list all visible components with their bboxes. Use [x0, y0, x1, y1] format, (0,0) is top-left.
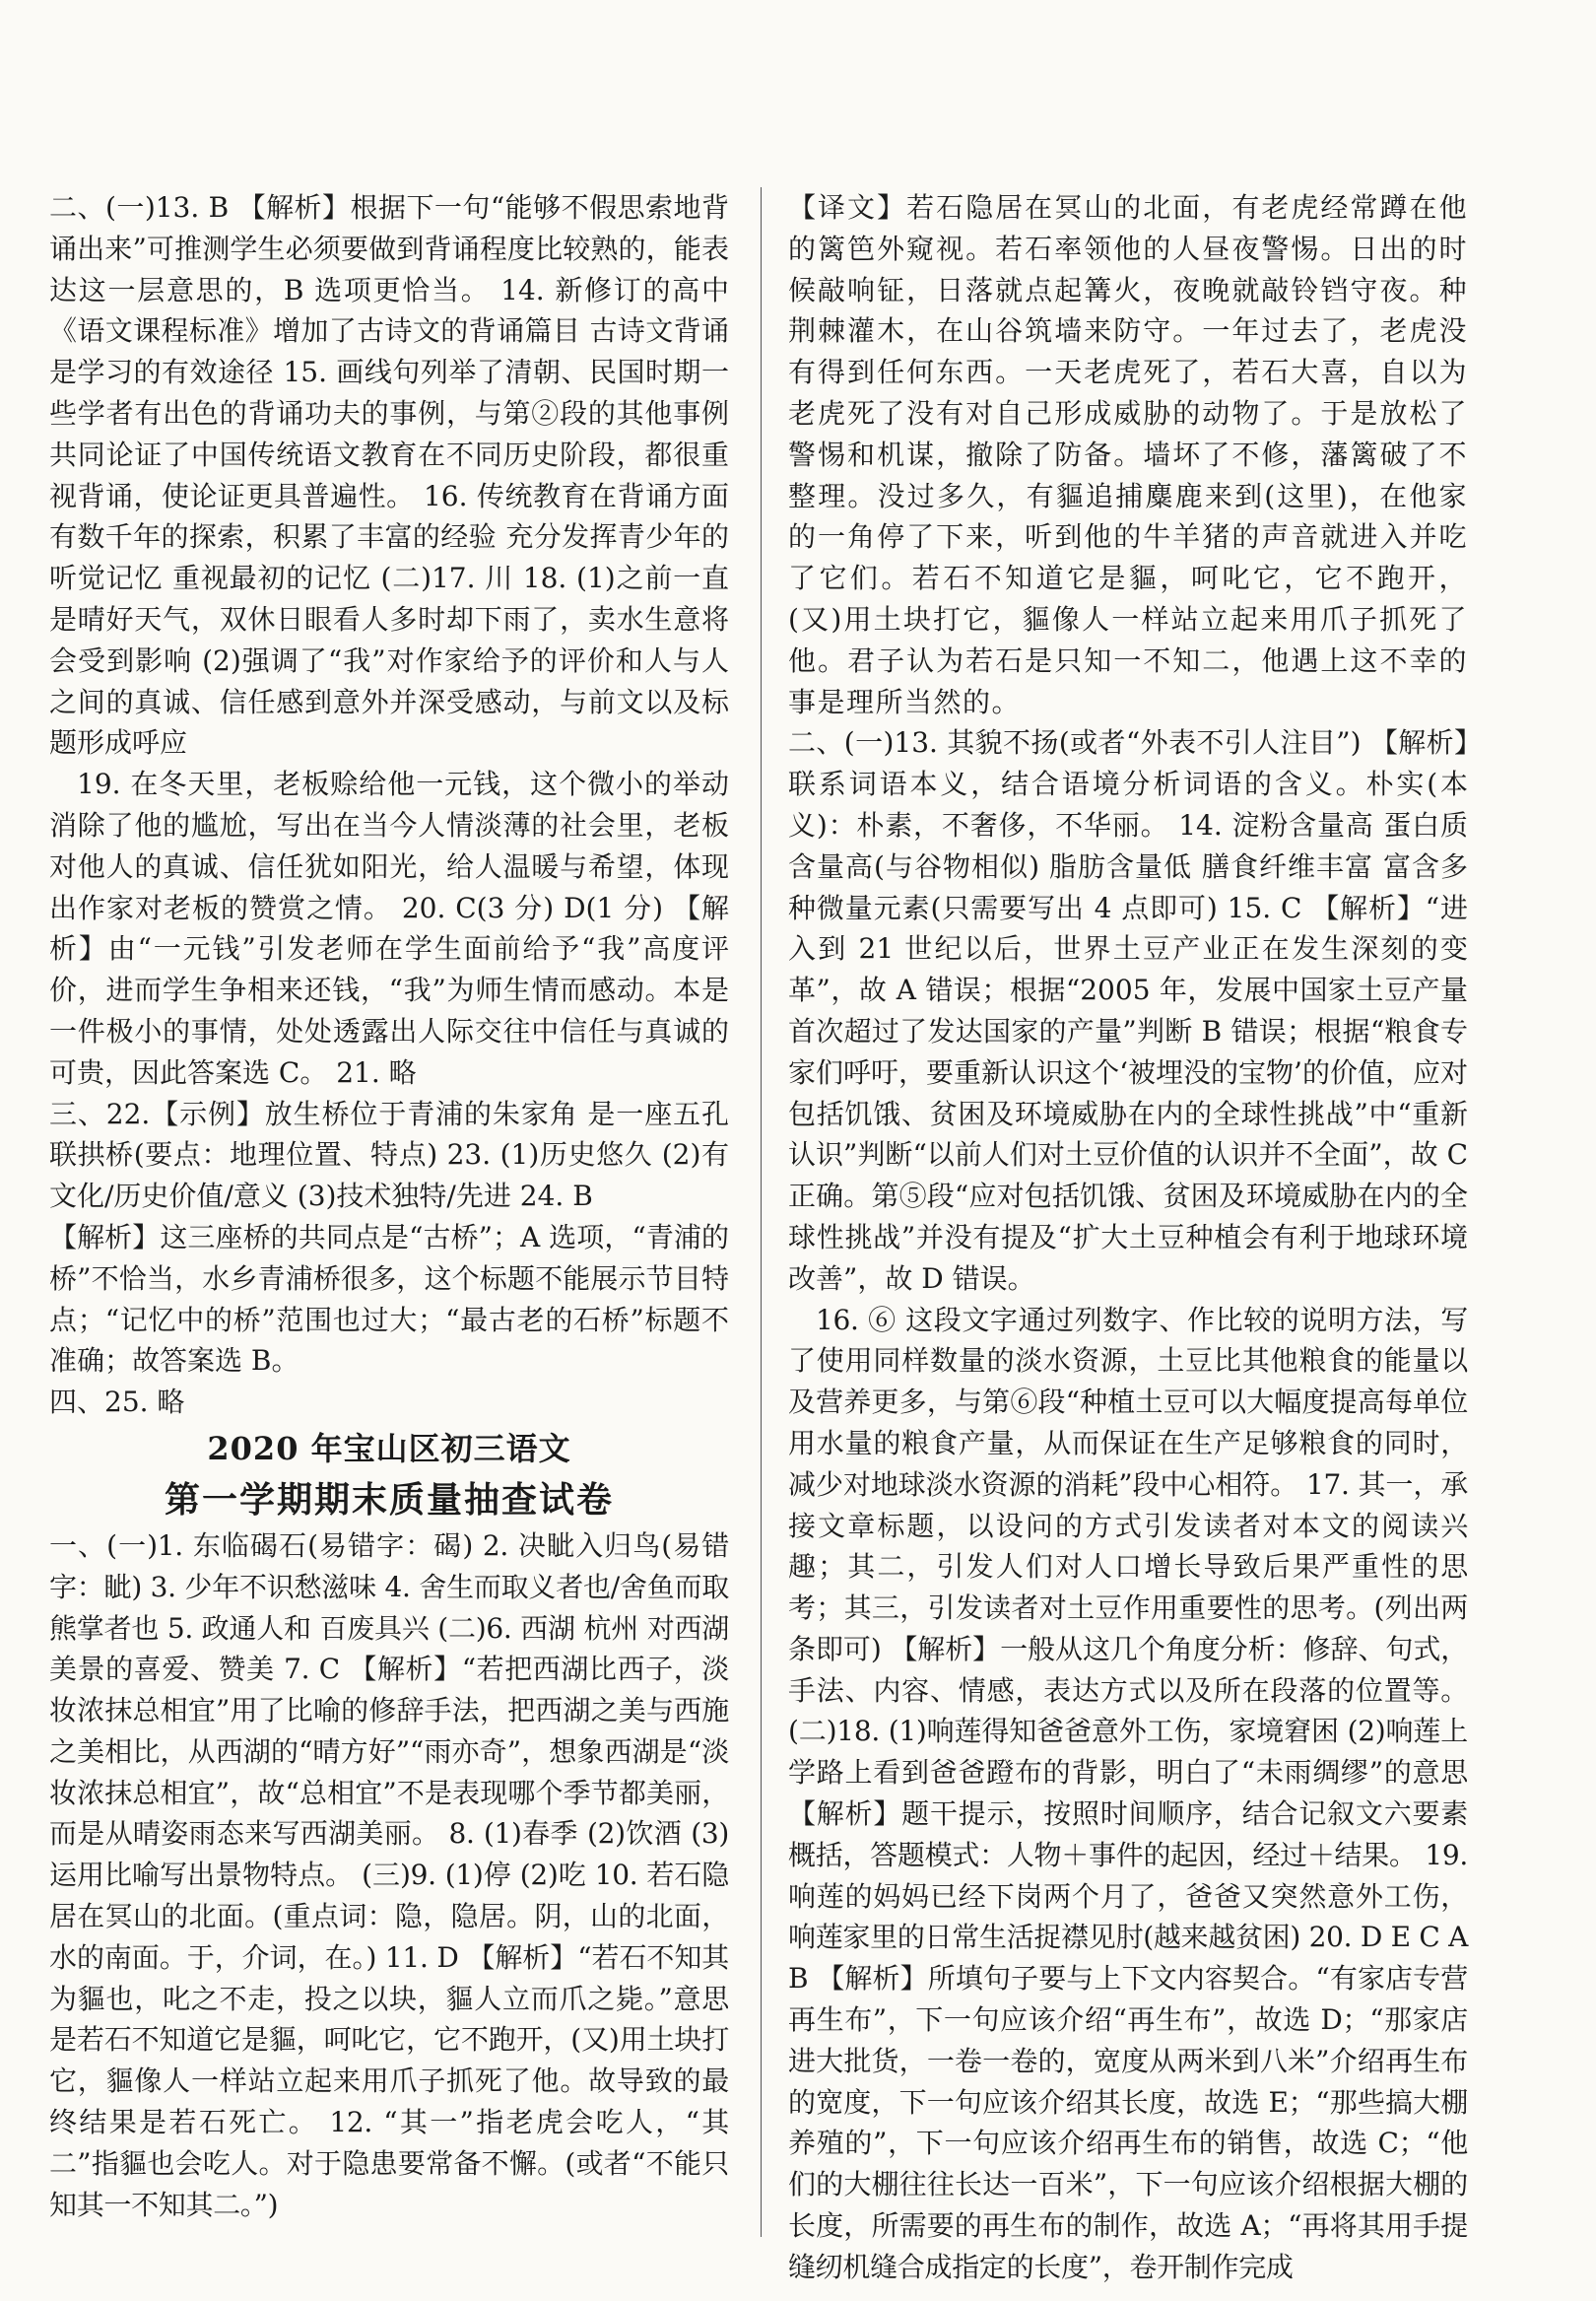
- paragraph: 二、(一)13. 其貌不扬(或者“外表不引人注目”) 【解析】联系词语本义，结合语境分析词语的含义。朴实(本义)：朴素，不奢侈，不华丽。 14. 淀粉含量高 蛋白质含量高(与谷物相似) 脂肪含量低 膳食纤维丰富 富含多种微量元素(只需要写出 4 点即可) 15. C 【解析】“进入到 21 世纪以后，世界土豆产业正在发生深刻的变革”，故 A 错误；根据“2005 年，发展中国家土豆产量首次超过了发达国家的产量”判断 B 错误；根据“粮食专家们呼吁，要重新认识这个‘被埋没的宝物’的价值，应对包括饥饿、贫困及环境威胁在内的全球性挑战”中“重新认识”判断“以前人们对土豆价值的认识并不全面”，故 C 正确。第⑤段“应对包括饥饿、贫困及环境威胁在内的全球性挑战”并没有提及“扩大土豆种植会有利于地球环境改善”，故 D 错误。: [788, 726, 1468, 1295]
- section-title: [49, 1423, 729, 1525]
- section-title-line-1: 2020 年宝山区初三语文: [207, 1429, 571, 1467]
- left-column: [49, 187, 729, 2225]
- right-column: [788, 187, 1468, 2288]
- paragraph: 三、22.【示例】放生桥位于青浦的朱家角 是一座五孔联拱桥(要点：地理位置、特点) 23. (1)历史悠久 (2)有文化/历史价值/意义 (3)技术独特/先进 24. B: [49, 1097, 729, 1213]
- paragraph: 一、(一)1. 东临碣石(易错字：碣) 2. 决眦入归鸟(易错字：眦) 3. 少年不识愁滋味 4. 舍生而取义者也/舍鱼而取熊掌者也 5. 政通人和 百废具兴 (二)6. 西湖 杭州 对西湖美景的喜爱、赞美 7. C 【解析】“若把西湖比西子，淡妆浓抹总相宜”用了比喻的修辞手法，把西湖之美与西施之美相比，从西湖的“晴方好”“雨亦奇”，想象西湖是“淡妆浓抹总相宜”，故“总相宜”不是表现哪个季节都美丽，而是从晴姿雨态来写西湖美丽。 8. (1)春季 (2)饮酒 (3)运用比喻写出景物特点。 (三)9. (1)停 (2)吃 10. 若石隐居在冥山的北面。(重点词：隐，隐居。阴，山的北面，水的南面。于，介词，在。) 11. D 【解析】“若石不知其为貙也，叱之不走，投之以块，貙人立而爪之毙。”意思是若石不知道它是貙，呵叱它，它不跑开，(又)用土块打它，貙像人一样站立起来用爪子抓死了他。故导致的最终结果是若石死亡。 12. “其一”指老虎会吃人，“其二”指貙也会吃人。对于隐患要常备不懈。(或者“不能只知其一不知其二。”): [49, 1528, 729, 2221]
- paragraph: 【解析】这三座桥的共同点是“古桥”；A 选项，“青浦的桥”不恰当，水乡青浦桥很多，这个标题不能展示节目特点；“记忆中的桥”范围也过大；“最古老的石桥”标题不准确；故答案选 B。: [49, 1220, 729, 1378]
- translation-paragraph: 【译文】若石隐居在冥山的北面，有老虎经常蹲在他的篱笆外窥视。若石率领他的人昼夜警惕。日出的时候敲响钲，日落就点起篝火，夜晚就敲铃铛守夜。种荆棘灌木，在山谷筑墙来防守。一年过去了，老虎没有得到任何东西。一天老虎死了，若石大喜，自以为老虎死了没有对自己形成威胁的动物了。于是放松了警惕和机谋，撤除了防备。墙坏了不修，藩篱破了不整理。没过多久，有貙追捕麋鹿来到(这里)，在他家的一角停了下来，听到他的牛羊猪的声音就进入并吃了它们。若石不知道它是貙，呵叱它，它不跑开，(又)用土块打它，貙像人一样站立起来用爪子抓死了他。君子认为若石是只知一不知二，他遇上这不幸的事是理所当然的。: [788, 191, 1468, 718]
- paragraph: 四、25. 略: [49, 1386, 185, 1419]
- paragraph: 16. ⑥ 这段文字通过列数字、作比较的说明方法，写了使用同样数量的淡水资源，土豆比其他粮食的能量以及营养更多，与第⑥段“种植土豆可以大幅度提高每单位用水量的粮食产量，从而保证在生产足够粮食的同时，减少对地球淡水资源的消耗”段中心相符。 17. 其一，承接文章标题，以设问的方式引发读者对本文的阅读兴趣；其二，引发人们对人口增长导致后果严重性的思考；其三，引发读者对土豆作用重要性的思考。(列出两条即可) 【解析】一般从这几个角度分析：修辞、句式，手法、内容、情感，表达方式以及所在段落的位置等。 (二)18. (1)响莲得知爸爸意外工伤，家境窘困 (2)响莲上学路上看到爸爸蹬布的背影，明白了“未雨绸缪”的意思 【解析】题干提示，按照时间顺序，结合记叙文六要素概括，答题模式：人物＋事件的起因，经过＋结果。 19. 响莲的妈妈已经下岗两个月了，爸爸又突然意外工伤，响莲家里的日常生活捉襟见肘(越来越贫困) 20. D E C A B 【解析】所填句子要与上下文内容契合。“有家店专营再生布”，下一句应该介绍“再生布”，故选 D；“那家店进大批货，一卷一卷的，宽度从两米到八米”介绍再生布的宽度，下一句应该介绍其长度，故选 E；“那些搞大棚养殖的”，下一句应该介绍再生布的销售，故选 C；“他们的大棚往往长达一百米”，下一句应该介绍根据大棚的长度，所需要的再生布的制作，故选 A；“再将其用手提缝纫机缝合成指定的长度”，卷开制作完成: [788, 1303, 1468, 2283]
- column-divider: [761, 187, 762, 2237]
- paragraph: 19. 在冬天里，老板赊给他一元钱，这个微小的举动消除了他的尴尬，写出在当今人情淡薄的社会里，老板对他人的真诚、信任犹如阳光，给人温暖与希望，体现出作家对老板的赞赏之情。 20. C(3 分) D(1 分) 【解析】由“一元钱”引发老师在学生面前给予“我”高度评价，进而学生争相来还钱，“我”为师生情而感动。本是一件极小的事情，处处透露出人际交往中信任与真诚的可贵，因此答案选 C。 21. 略: [49, 768, 729, 1089]
- section-title-line-2: 第一学期期末质量抽查试卷: [164, 1478, 614, 1521]
- paragraph: 二、(一)13. B 【解析】根据下一句“能够不假思索地背诵出来”可推测学生必须要做到背诵程度比较熟的，能表达这一层意思的，B 选项更恰当。 14. 新修订的高中《语文课程标准》增加了古诗文的背诵篇目 古诗文背诵是学习的有效途径 15. 画线句列举了清朝、民国时期一些学者有出色的背诵功夫的事例，与第②段的其他事例共同论证了中国传统语文教育在不同历史阶段，都很重视背诵，使论证更具普遍性。 16. 传统教育在背诵方面有数千年的探索，积累了丰富的经验 充分发挥青少年的听觉记忆 重视最初的记忆 (二)17. 川 18. (1)之前一直是晴好天气，双休日眼看人多时却下雨了，卖水生意将会受到影响 (2)强调了“我”对作家给予的评价和人与人之间的真诚、信任感到意外并深受感动，与前文以及标题形成呼应: [49, 191, 729, 760]
